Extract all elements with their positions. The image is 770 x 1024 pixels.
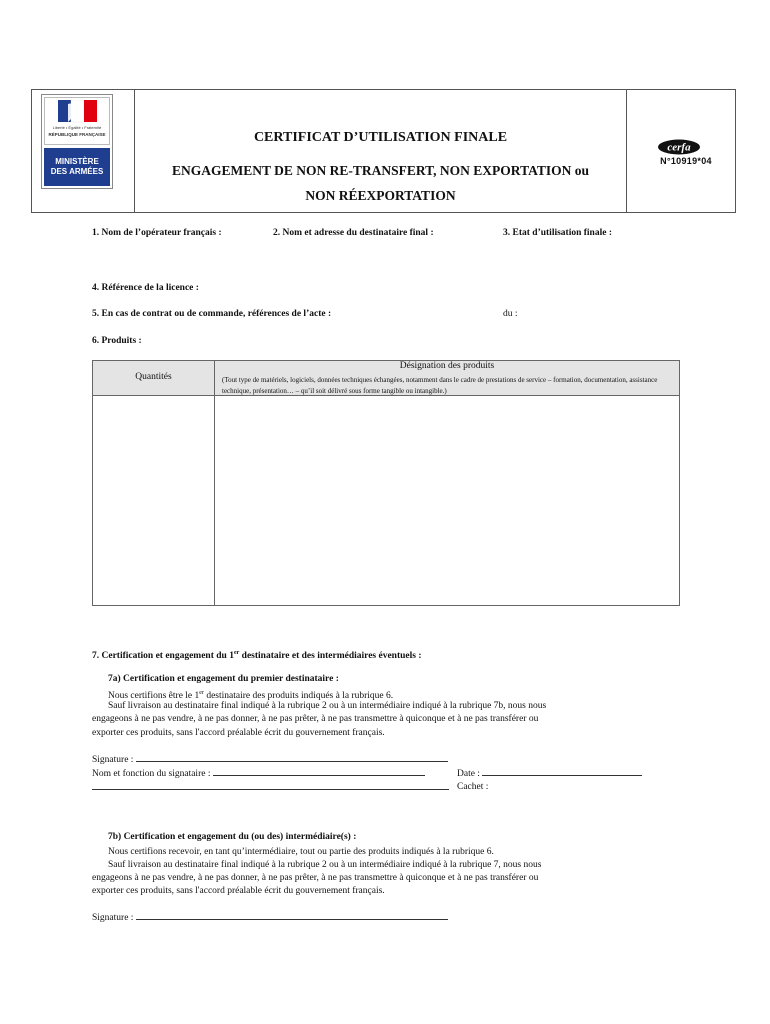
motto-text: Liberté • Égalité • Fraternité <box>52 125 102 130</box>
field-4-label: 4. Référence de la licence : <box>92 283 199 293</box>
designation-header: Désignation des produits <box>399 361 495 371</box>
section-7b-title: 7b) Certification et engagement du (ou des) intermédiaire(s) : <box>108 832 357 842</box>
date-7a: Date : <box>457 766 642 781</box>
flag-icon <box>46 100 110 124</box>
signature-7b: Signature : <box>92 910 448 925</box>
document-subtitle-line-1: ENGAGEMENT DE NON RE-TRANSFERT, NON EXPORTATION ou <box>172 163 589 178</box>
quantities-header: Quantités <box>135 372 172 382</box>
field-5-date-label: du : <box>503 309 518 319</box>
date-7a-field[interactable] <box>482 766 642 776</box>
signatory-name: Nom et fonction du signataire : <box>92 766 425 781</box>
signature-7a: Signature : <box>92 752 448 767</box>
signatory-name-field[interactable] <box>213 766 425 776</box>
ministry-line-1: MINISTÈRE <box>55 157 99 166</box>
section-7b-line-1: Nous certifions recevoir, en tant qu’intermédiaire, tout ou partie des produits indiqués à la rubrique 6. <box>108 847 494 857</box>
field-5-label: 5. En cas de contrat ou de commande, références de l’acte : <box>92 309 332 319</box>
section-7a-line-3: engageons à ne pas vendre, à ne pas donner, à ne pas prêter, à ne pas transmettre à quiconque et à ne pas transférer ou <box>92 714 539 724</box>
products-table-divider <box>214 361 215 605</box>
signature-7a-field[interactable] <box>136 752 448 762</box>
designation-note: (Tout type de matériels, logiciels, données techniques échangées, notamment dans le cadre de prestations de service – formation, documentation, assistance technique, présentation… – qu’il soit délivré sous forme tangible ou intangible.) <box>222 376 658 395</box>
section-7a-line-2: Sauf livraison au destinataire final indiqué à la rubrique 2 ou à un intermédiaire indiqué à la rubrique 7b, nous nous <box>108 701 547 711</box>
document-subtitle-line-2: NON RÉEXPORTATION <box>305 188 456 203</box>
marianne-logo <box>44 97 110 145</box>
ministry-line-2: DES ARMÉES <box>50 167 104 176</box>
section-7a-line-4: exporter ces produits, sans l'accord préalable écrit du gouvernement français. <box>92 728 385 738</box>
signatory-extra-field[interactable] <box>92 780 449 790</box>
document-title: CERTIFICAT D’UTILISATION FINALE <box>253 130 508 145</box>
signature-7b-field[interactable] <box>136 910 448 920</box>
cachet-label: Cachet : <box>457 782 489 792</box>
section-7b-line-2: Sauf livraison au destinataire final indiqué à la rubrique 2 ou à un intermédiaire indiqué à la rubrique 7, nous nous <box>108 860 542 870</box>
cerfa-logo <box>657 139 701 155</box>
section-7a-line-1: Nous certifions être le 1er destinataire des produits indiqués à la rubrique 6. <box>108 690 394 702</box>
ministry-name-block <box>44 148 110 186</box>
field-3-label: 3. Etat d’utilisation finale : <box>503 228 612 238</box>
cerfa-logo-text: cerfa <box>667 141 691 154</box>
field-1-label: 1. Nom de l’opérateur français : <box>92 228 222 238</box>
section-7b-line-3: engageons à ne pas vendre, à ne pas donner, à ne pas prêter, à ne pas transmettre à quiconque et à ne pas transférer ou <box>92 873 539 883</box>
republic-text: RÉPUBLIQUE FRANÇAISE <box>48 132 106 137</box>
signatory-extra-line <box>92 780 449 795</box>
section-7-title: 7. Certification et engagement du 1er destinataire et des intermédiaires éventuels : <box>92 650 422 662</box>
section-7b-line-4: exporter ces produits, sans l'accord préalable écrit du gouvernement français. <box>92 886 385 896</box>
section-7a-title: 7a) Certification et engagement du premier destinataire : <box>108 674 339 684</box>
field-2-label: 2. Nom et adresse du destinataire final : <box>273 228 434 238</box>
field-6-label: 6. Produits : <box>92 336 142 346</box>
cerfa-number: N°10919*04 <box>660 156 712 166</box>
